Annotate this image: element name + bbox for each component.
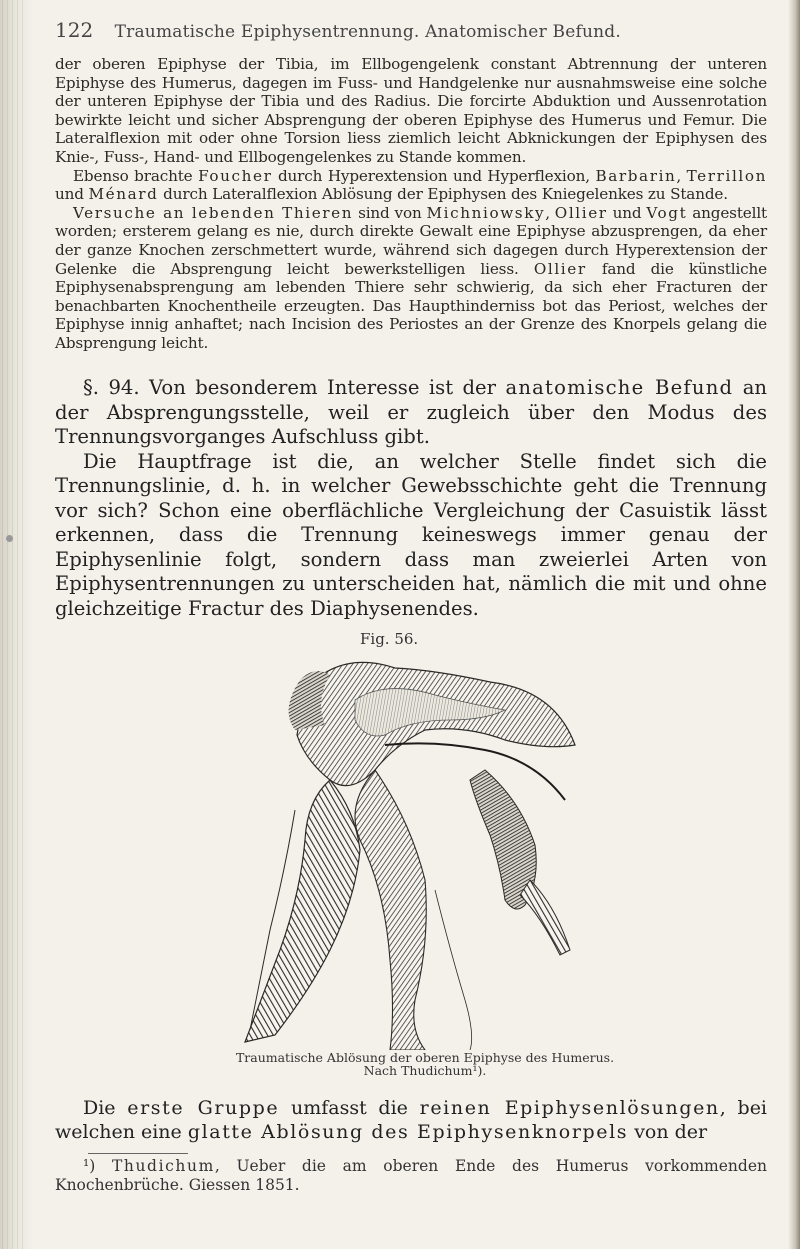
fragment-tail-shape: [520, 880, 570, 955]
running-title: Traumatische Epiphysentrennung. Anatomischer Befund.: [114, 22, 621, 42]
page-edge-shadow: [788, 0, 800, 1249]
diaphysis-shaft-shape: [245, 780, 360, 1042]
humerus-epiphysis-engraving: [235, 650, 580, 1050]
emphasis-spaced: erste Gruppe: [127, 1097, 280, 1119]
epiphysis-shape: [297, 662, 575, 785]
section-paragraph-2: Die Hauptfrage ist die, an welcher Stelle findet sich die Trennungslinie, d. h. in welcher Gewebsschichte geht die Trennung vor sich? Schon eine oberflächliche Vergleichung der Casuistik lässt erkennen, dass die Trennung keineswegs immer genau der Epiphysenlinie folgt, sondern dass man zweierlei Arten von Epiphysentrennungen zu unterscheiden hat, nämlich die mit und ohne gleichzeitige Fractur des Diaphysenendes.: [55, 449, 767, 620]
intro-text-block: [55, 55, 767, 353]
emphasis-spaced: reinen Epiphysenlösungen: [419, 1097, 720, 1119]
author-name: Barbarin: [595, 166, 677, 185]
footnote-text: ¹) Thudichum, Ueber die am oberen Ende des Humerus vorkommenden Knochenbrüche. Giessen 1851.: [55, 1157, 767, 1194]
author-name: Ollier: [554, 203, 608, 222]
caption-line-1: Traumatische Ablösung der oberen Epiphyse des Humerus.: [235, 1050, 615, 1065]
page-binding-shadow: [0, 0, 34, 1249]
footnote: [55, 1157, 767, 1195]
section-paragraph-1: §. 94. Von besonderem Interesse ist der anatomische Befund an der Absprengungsstelle, weil er zugleich über den Modus des Trennungsvorganges Aufschluss gibt.: [55, 376, 767, 448]
binding-dot: [6, 535, 13, 542]
shaft-right-shape: [355, 770, 426, 1050]
footnote-rule: [88, 1153, 188, 1154]
intro-paragraph-3: Versuche an lebenden Thieren sind von Michniowsky, Ollier und Vogt angestellt worden; ersterem gelang es nie, durch direkte Gewalt eine Epiphyse abzusprengen, da eher der ganze Knochen zerschmettert wurde, während sich dagegen durch Hyperextension der Gelenke die Absprengung leicht bewerkstelligen liess. Ollier fand die künstliche Epiphysenabsprengung am lebenden Thiere sehr schwierig, da sich eher Fracturen der benachbarten Knochentheile erzeugten. Das Haupthinderniss bot das Periost, welches der Epiphyse innig anhaftet; nach Incision des Periostes an der Grenze des Knorpels gelang die Absprengung leicht.: [55, 203, 768, 352]
author-name: Thudichum: [111, 1157, 215, 1175]
figure-illustration: [235, 650, 580, 1050]
emphasis-spaced: anatomische Befund: [505, 376, 734, 399]
section-94-text: [55, 376, 767, 621]
periosteum-line: [435, 890, 472, 1050]
author-name: Terrillon: [686, 166, 767, 185]
page-number: 122: [55, 18, 94, 42]
figure-caption: [225, 1051, 625, 1077]
emphasis-spaced: glatte Ablösung des Epiphysenknorpels: [187, 1121, 629, 1143]
continuation-paragraph: Die erste Gruppe umfasst die reinen Epiphysenlösungen, bei welchen eine glatte Ablösung des Epiphysenknorpels von der: [55, 1097, 768, 1143]
caption-line-2: Nach Thudichum¹).: [363, 1063, 487, 1078]
author-name: Foucher: [198, 166, 273, 185]
continuation-text: [55, 1096, 767, 1144]
binding-texture: [2, 0, 24, 1249]
intro-paragraph-1: der oberen Epiphyse der Tibia, im Ellbogengelenk constant Abtrennung der unteren Epiphyse des Humerus, dagegen im Fuss- und Handgelenke nur ausnahmsweise eine solche der unteren Epiphyse der Tibia und des Radius. Die forcirte Abduktion und Aussenrotation bewirkte leicht und sicher Absprengung der oberen Epiphyse des Humerus und Femur. Die Lateralflexion mit oder ohne Torsion liess ziemlich leicht Abknickungen der Epiphysen des Knie-, Fuss-, Hand- und Ellbogengelenkes zu Stande kommen.: [55, 55, 767, 166]
author-name: Ollier: [533, 259, 587, 278]
author-name: Ménard: [88, 185, 159, 204]
author-name: Michniowsky: [426, 203, 546, 222]
intro-paragraph-2: Ebenso brachte Foucher durch Hyperextension und Hyperflexion, Barbarin, Terrillon und Ménard durch Lateralflexion Ablösung der Epiphysen des Kniegelenkes zu Stande.: [55, 166, 767, 204]
running-header: [55, 18, 755, 42]
figure-label: Fig. 56.: [360, 630, 419, 648]
author-name: Vogt: [646, 203, 688, 222]
emphasis-spaced: Versuche an lebenden Thieren: [73, 203, 354, 222]
